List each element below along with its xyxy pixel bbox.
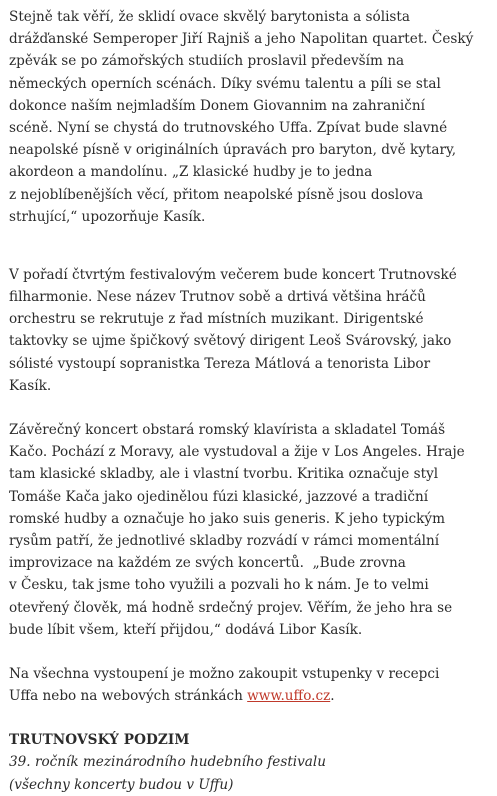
text-line: německých operních scénách. Díky svému talentu a píli se stal [9,75,441,92]
text-line: improvizace na každém ze svých koncertů. „Bude zrovna [9,555,406,572]
text-line: Na všechna vystoupení je možno zakoupit vstupenky v recepci [9,665,440,682]
text-line: z nejoblíbenějších věcí, přitom neapolské písně jsou doslova [9,186,424,203]
text-line: neapolské písně v originálních úpravách pro baryton, dvě kytary, [9,142,457,159]
text-line: tam klasické skladby, ale i vlastní tvorbu. Kritika označuje styl [9,466,439,483]
tickets-text: Uffa nebo na webových stránkách [9,688,248,705]
paragraph-gap [9,228,493,264]
text-line: zpěvák se po zámořských studiích proslavil především na [9,53,405,70]
text-line: V pořadí čtvrtým festivalovým večerem bude koncert Trutnovské [9,266,457,283]
paragraph-gap [9,707,493,729]
text-line: Stejně tak věří, že sklidí ovace skvělý barytonista a sólista [9,9,410,25]
festival-info [9,729,493,796]
paragraph-gap [9,641,493,663]
text-line: orchestru se rekrutuje z řad místních muzikant. Dirigentské [9,311,424,328]
text-line: bude líbit všem, kteří přijdou,“ dodává Libor Kasík. [9,621,363,638]
tickets-period: . [330,688,335,705]
website-link[interactable]: www.uffo.cz [247,688,331,705]
paragraph-kaco [9,419,493,641]
text-line: otevřený člověk, má hodně srdečný projev. Věřím, že jeho hra se [9,599,453,616]
text-line: strhující,“ upozorňuje Kasík. [9,208,206,225]
paragraph-gap [9,397,493,419]
text-line: Kačo. Pochází z Moravy, ale vystudoval a žije v Los Angeles. Hraje [9,444,465,461]
text-line: drážďanské Semperoper Jiří Rajniš a jeho Napolitan quartet. Český [9,31,474,48]
text-line: dokonce naším nejmladším Donem Giovannim na zahraniční [9,97,425,114]
tickets-line [9,685,493,707]
paragraph-rajnis [9,6,493,228]
paragraph-tickets [9,663,493,707]
text-line: Kasík. [9,377,52,394]
festival-title: TRUTNOVSKÝ PODZIM [9,732,190,749]
text-line: filharmonie. Nese název Trutnov sobě a drtivá většina hráčů [9,289,426,306]
text-line: akordeon a mandolínu. „Z klasické hudby je to jedna [9,164,373,181]
text-line: scéně. Nyní se chystá do trutnovského Uffa. Zpívat bude slavné [9,119,448,136]
text-line: rysům patří, že jednotlivé skladby rozvádí v rámci momentální [9,532,440,549]
text-line: taktovky se ujme špičkový světový dirigent Leoš Svárovský, jako [9,333,452,350]
text-line: Tomáše Kača jako ojedinělou fúzi klasické, jazzové a tradiční [9,488,429,505]
festival-subtitle: 39. ročník mezinárodního hudebního festivalu [9,754,327,771]
text-line: sólisté vystoupí sopranistka Tereza Mátlová a tenorista Libor [9,355,431,372]
article-body [9,6,493,796]
festival-note: (všechny koncerty budou v Uffu) [9,776,234,793]
text-line: romské hudby a označuje ho jako suis generis. K jeho typickým [9,510,445,527]
paragraph-philharmonic [9,264,493,397]
text-line: Závěrečný koncert obstará romský klavírista a skladatel Tomáš [9,422,446,438]
text-line: v Česku, tak jsme toho využili a pozvali ho k nám. Je to velmi [9,577,429,594]
